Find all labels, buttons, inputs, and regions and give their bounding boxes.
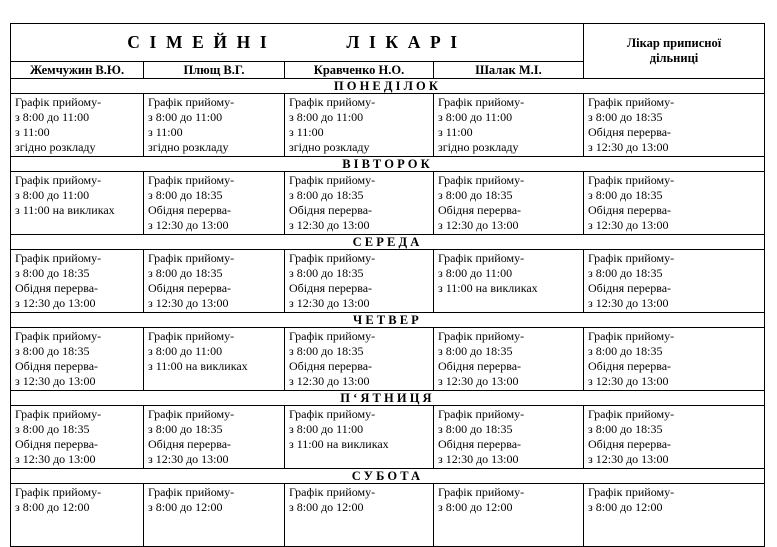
schedule-line: з 8:00 до 18:35 [289,266,364,280]
schedule-line [289,452,433,467]
schedule-line: Графік прийому- [438,329,525,343]
schedule-cell [144,484,285,547]
day-header-row [11,157,765,172]
schedule-line: з 8:00 до 18:35 [15,422,90,436]
schedule-line: з 8:00 до 18:35 [289,188,364,202]
schedule-cell [434,406,584,469]
assigned-doctor-header [584,24,765,79]
schedule-line: з 8:00 до 11:00 [15,110,90,124]
schedule-line: Графік прийому- [15,251,102,265]
schedule-line: Обідня перерва- [289,203,373,217]
doctor-name: Кравченко Н.О. [285,62,434,79]
schedule-line: Графік прийому- [148,173,235,187]
day-name: СЕРЕДА [11,235,765,250]
schedule-line: Графік прийому- [289,95,376,109]
schedule-line: з 12:30 до 13:00 [289,374,370,388]
schedule-line: з 8:00 до 18:35 [148,422,223,436]
schedule-line: з 12:30 до 13:00 [148,452,229,466]
schedule-line: з 12:30 до 13:00 [438,218,519,232]
schedule-line [15,530,143,545]
title-word-2: ЛІКАРІ [346,32,467,52]
assigned-doctor-schedule-cell [584,328,765,391]
schedule-line: Графік прийому- [588,407,675,421]
schedule-line: з 12:30 до 13:00 [588,140,669,154]
schedule-line: Графік прийому- [588,251,675,265]
schedule-line: згідно розкладу [15,140,96,154]
schedule-line: Графік прийому- [588,173,675,187]
schedule-cell [434,172,584,235]
schedule-line: з 11:00 [289,125,324,139]
schedule-line: згідно розкладу [148,140,229,154]
schedule-line: з 8:00 до 12:00 [588,500,663,514]
schedule-line [148,515,284,530]
schedule-line: з 8:00 до 18:35 [588,422,663,436]
schedule-line: Графік прийому- [438,407,525,421]
schedule-line: Графік прийому- [588,95,675,109]
schedule-cell [285,172,434,235]
schedule-line [15,218,143,233]
schedule-line: Обідня перерва- [438,437,522,451]
schedule-line [588,530,764,545]
schedule-line: Графік прийому- [15,329,102,343]
day-header-row [11,79,765,94]
schedule-row [11,250,765,313]
schedule-line: Обідня перерва- [588,281,672,295]
schedule-line: з 12:30 до 13:00 [15,374,96,388]
schedule-line: з 8:00 до 18:35 [588,188,663,202]
schedule-row [11,94,765,157]
schedule-line: з 12:30 до 13:00 [289,296,370,310]
schedule-line: Графік прийому- [148,95,235,109]
schedule-line: з 8:00 до 11:00 [15,188,90,202]
schedule-line: Обідня перерва- [588,125,672,139]
schedule-row [11,406,765,469]
schedule-cell [434,250,584,313]
schedule-cell [11,94,144,157]
assigned-header-line-2: дільниці [649,51,699,65]
schedule-line: з 12:30 до 13:00 [588,452,669,466]
day-name: СУБОТА [11,469,765,484]
schedule-line: з 8:00 до 12:00 [289,500,364,514]
assigned-header-line-1: Лікар приписної [626,36,722,50]
schedule-line [289,515,433,530]
schedule-line: з 8:00 до 18:35 [289,344,364,358]
schedule-line: з 8:00 до 18:35 [438,422,513,436]
schedule-line: з 12:30 до 13:00 [15,296,96,310]
schedule-line: Обідня перерва- [15,359,99,373]
schedule-line: з 8:00 до 12:00 [438,500,513,514]
schedule-line: Графік прийому- [588,485,675,499]
doctor-name: Плющ В.Г. [144,62,285,79]
schedule-line: Графік прийому- [15,407,102,421]
schedule-line: з 11:00 на викликах [438,281,538,295]
day-header-row [11,235,765,250]
schedule-cell [285,484,434,547]
schedule-line: з 8:00 до 11:00 [289,110,364,124]
schedule-line [438,296,583,311]
schedule-cell [11,328,144,391]
schedule-line: Обідня перерва- [15,281,99,295]
schedule-row [11,328,765,391]
schedule-line: з 8:00 до 18:35 [588,266,663,280]
schedule-line: з 8:00 до 11:00 [438,110,513,124]
schedule-line: з 11:00 [148,125,183,139]
schedule-line [148,374,284,389]
schedule-line [588,515,764,530]
schedule-cell [144,406,285,469]
schedule-line: з 8:00 до 18:35 [588,344,663,358]
schedule-line: Обідня перерва- [289,359,373,373]
schedule-line: Обідня перерва- [148,203,232,217]
schedule-line [438,515,583,530]
schedule-cell [11,250,144,313]
schedule-line: Графік прийому- [289,485,376,499]
schedule-line: з 11:00 на викликах [15,203,115,217]
doctor-name: Шалак М.І. [434,62,584,79]
schedule-line [289,530,433,545]
schedule-line: з 8:00 до 11:00 [148,110,223,124]
assigned-doctor-schedule-cell [584,94,765,157]
schedule-line: Графік прийому- [148,407,235,421]
schedule-line: з 8:00 до 11:00 [438,266,513,280]
schedule-line: Обідня перерва- [148,281,232,295]
schedule-line: Графік прийому- [148,251,235,265]
schedule-line: з 12:30 до 13:00 [588,296,669,310]
schedule-line: з 8:00 до 12:00 [15,500,90,514]
schedule-line: Обідня перерва- [438,359,522,373]
schedule-line: з 11:00 [438,125,473,139]
schedule-cell [144,328,285,391]
schedule-line: з 12:30 до 13:00 [588,218,669,232]
schedule-cell [11,172,144,235]
schedule-line: з 12:30 до 13:00 [438,374,519,388]
schedule-line: Графік прийому- [588,329,675,343]
schedule-cell [434,94,584,157]
schedule-cell [285,250,434,313]
schedule-line: Графік прийому- [148,485,235,499]
schedule-line: з 12:30 до 13:00 [289,218,370,232]
schedule-cell [285,94,434,157]
schedule-line [15,515,143,530]
schedule-line: Графік прийому- [438,251,525,265]
schedule-line: згідно розкладу [438,140,519,154]
schedule-line: Графік прийому- [438,95,525,109]
schedule-cell [285,328,434,391]
day-name: П‘ЯТНИЦЯ [11,391,765,406]
schedule-cell [285,406,434,469]
schedule-line: Обідня перерва- [588,359,672,373]
schedule-line: з 8:00 до 18:35 [148,266,223,280]
schedule-line: Графік прийому- [289,329,376,343]
assigned-doctor-schedule-cell [584,250,765,313]
schedule-line: з 8:00 до 11:00 [289,422,364,436]
schedule-line: Графік прийому- [15,95,102,109]
schedule-line: Графік прийому- [289,407,376,421]
schedule-line: Графік прийому- [438,173,525,187]
schedule-line: з 11:00 [15,125,50,139]
assigned-doctor-schedule-cell [584,484,765,547]
day-header-row [11,391,765,406]
day-name: ВІВТОРОК [11,157,765,172]
schedule-cell [434,484,584,547]
schedule-line: з 8:00 до 18:35 [438,344,513,358]
schedule-line: Графік прийому- [289,251,376,265]
schedule-line: з 12:30 до 13:00 [588,374,669,388]
schedule-line: Обідня перерва- [588,203,672,217]
schedule-cell [434,328,584,391]
schedule-line: згідно розкладу [289,140,370,154]
assigned-doctor-schedule-cell [584,172,765,235]
doctor-name: Жемчужин В.Ю. [11,62,144,79]
schedule-line: Обідня перерва- [15,437,99,451]
day-header-row [11,313,765,328]
schedule-line [438,530,583,545]
schedule-line: з 12:30 до 13:00 [148,218,229,232]
schedule-cell [144,94,285,157]
schedule-line: з 12:30 до 13:00 [438,452,519,466]
schedule-line: Графік прийому- [438,485,525,499]
schedule-row [11,484,765,547]
schedule-line: Графік прийому- [15,173,102,187]
schedule-line: з 11:00 на викликах [289,437,389,451]
schedule-line: з 8:00 до 18:35 [148,188,223,202]
schedule-line: з 8:00 до 18:35 [15,266,90,280]
schedule-line: Графік прийому- [148,329,235,343]
schedule-line: Графік прийому- [289,173,376,187]
schedule-line: з 8:00 до 18:35 [588,110,663,124]
schedule-line: з 8:00 до 12:00 [148,500,223,514]
title-word-1: СІМЕЙНІ [127,32,277,52]
schedule-row [11,172,765,235]
schedule-line: з 8:00 до 11:00 [148,344,223,358]
day-name: ПОНЕДІЛОК [11,79,765,94]
schedule-line: з 12:30 до 13:00 [148,296,229,310]
schedule-cell [11,406,144,469]
schedule-line [148,530,284,545]
assigned-doctor-schedule-cell [584,406,765,469]
schedule-line: Обідня перерва- [289,281,373,295]
title-row [11,24,765,62]
schedule-line: Обідня перерва- [588,437,672,451]
schedule-cell [11,484,144,547]
schedule-line: з 12:30 до 13:00 [15,452,96,466]
day-header-row [11,469,765,484]
day-name: ЧЕТВЕР [11,313,765,328]
schedule-line: Обідня перерва- [148,437,232,451]
schedule-table [10,23,765,547]
schedule-line: з 8:00 до 18:35 [15,344,90,358]
schedule-cell [144,250,285,313]
schedule-body [11,24,765,547]
schedule-line: Графік прийому- [15,485,102,499]
schedule-line: з 11:00 на викликах [148,359,248,373]
schedule-line: Обідня перерва- [438,203,522,217]
schedule-line: з 8:00 до 18:35 [438,188,513,202]
schedule-cell [144,172,285,235]
table-title [11,24,584,62]
